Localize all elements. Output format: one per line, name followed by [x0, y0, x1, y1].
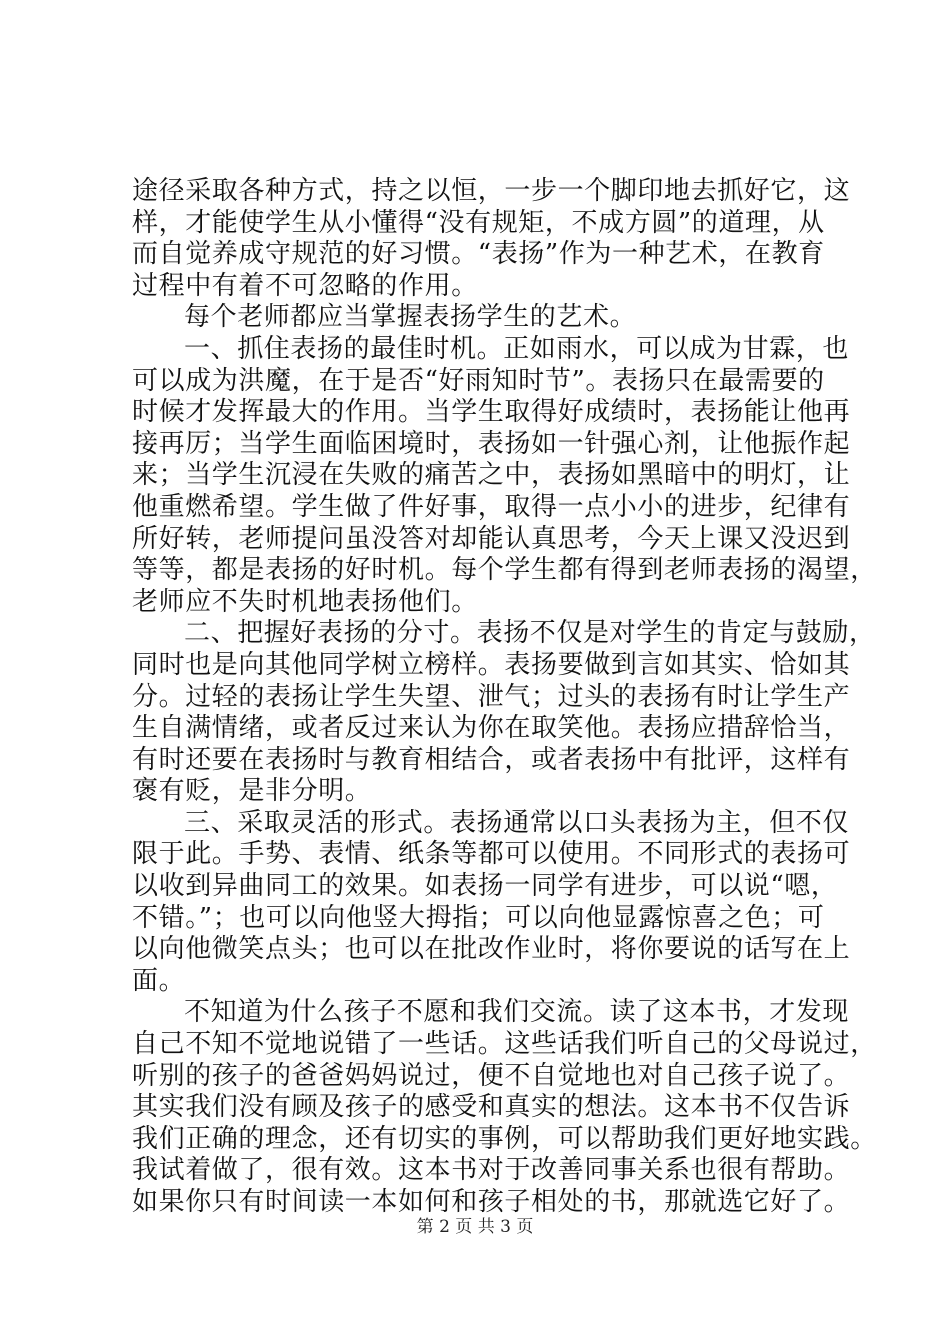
- text-line: 三、采取灵活的形式。表扬通常以口头表扬为主，但不仅: [184, 807, 850, 838]
- text-line: 接再厉；当学生面临困境时，表扬如一针强心剂，让他振作起: [132, 428, 851, 459]
- text-line: 等等，都是表扬的好时机。每个学生都有得到老师表扬的渴望，: [132, 555, 877, 586]
- text-line: 听别的孩子的爸爸妈妈说过，便不自觉地也对自己孩子说了。: [132, 1060, 851, 1091]
- text-line: 他重燃希望。学生做了件好事，取得一点小小的进步，纪律有: [132, 491, 851, 522]
- text-line: 途径采取各种方式，持之以恒，一步一个脚印地去抓好它，这: [132, 176, 851, 206]
- text-line: 生自满情绪，或者反过来认为你在取笑他。表扬应措辞恰当，: [132, 713, 851, 744]
- text-line: 过程中有着不可忽略的作用。: [132, 270, 478, 301]
- text-line: 同时也是向其他同学树立榜样。表扬要做到言如其实、恰如其: [132, 649, 851, 680]
- text-line: 其实我们没有顾及孩子的感受和真实的想法。这本书不仅告诉: [132, 1092, 851, 1123]
- body-text: [132, 176, 877, 1219]
- text-line: 分。过轻的表扬让学生失望、泄气；过头的表扬有时让学生产: [132, 681, 851, 712]
- page-footer: 第 2 页 共 3 页: [416, 1217, 534, 1237]
- text-line: 面。: [132, 965, 186, 996]
- text-line: 样，才能使学生从小懂得“没有规矩，不成方圆”的道理，从: [132, 207, 825, 238]
- text-line: 不知道为什么孩子不愿和我们交流。读了这本书，才发现: [184, 997, 850, 1028]
- text-line: 不错。”；也可以向他竖大拇指；可以向他显露惊喜之色；可: [132, 902, 825, 933]
- text-line: 可以成为洪魔，在于是否“好雨知时节”。表扬只在最需要的: [132, 365, 825, 396]
- text-line: 褒有贬，是非分明。: [132, 776, 372, 807]
- text-line: 自己不知不觉地说错了一些话。这些话我们听自己的父母说过，: [132, 1029, 877, 1060]
- text-line: 老师应不失时机地表扬他们。: [132, 586, 478, 617]
- text-line: 有时还要在表扬时与教育相结合，或者表扬中有批评，这样有: [132, 744, 851, 775]
- text-line: 如果你只有时间读一本如何和孩子相处的书，那就选它好了。: [132, 1187, 851, 1217]
- text-line: 所好转，老师提问虽没答对却能认真思考，今天上课又没迟到: [132, 523, 851, 554]
- text-line: 每个老师都应当掌握表扬学生的艺术。: [184, 302, 637, 333]
- text-line: 以向他微笑点头；也可以在批改作业时，将你要说的话写在上: [132, 934, 851, 965]
- text-line: 我试着做了，很有效。这本书对于改善同事关系也很有帮助。: [132, 1155, 851, 1186]
- text-line: 限于此。手势、表情、纸条等都可以使用。不同形式的表扬可: [132, 839, 851, 870]
- text-line: 以收到异曲同工的效果。如表扬一同学有进步，可以说“嗯，: [132, 871, 838, 902]
- text-line: 而自觉养成守规范的好习惯。“表扬”作为一种艺术，在教育: [132, 239, 825, 270]
- text-line: 时候才发挥最大的作用。当学生取得好成绩时，表扬能让他再: [132, 397, 851, 428]
- text-line: 来；当学生沉浸在失败的痛苦之中，表扬如黑暗中的明灯，让: [132, 460, 851, 491]
- text-line: 二、把握好表扬的分寸。表扬不仅是对学生的肯定与鼓励，: [184, 618, 876, 649]
- text-line: 我们正确的理念，还有切实的事例，可以帮助我们更好地实践。: [132, 1123, 877, 1154]
- text-line: 一、抓住表扬的最佳时机。正如雨水，可以成为甘霖，也: [184, 333, 850, 364]
